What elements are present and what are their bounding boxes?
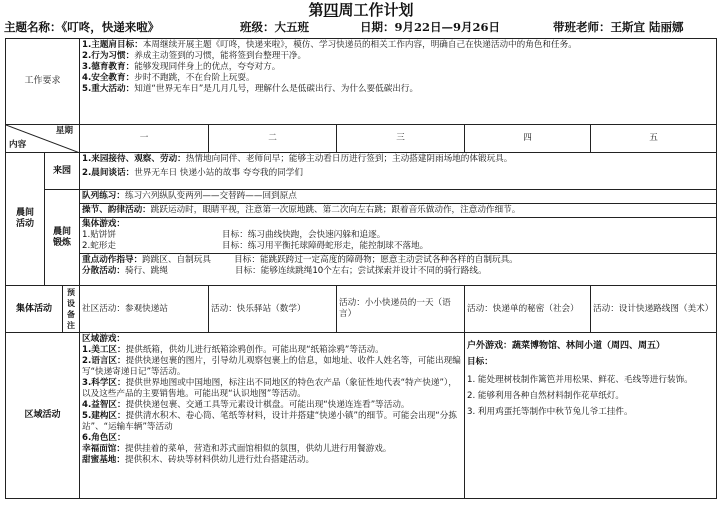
goal-head: 4.安全教育： <box>82 73 135 83</box>
goal-head: 1.主题肩目标： <box>82 40 143 50</box>
exercise-row <box>6 190 717 286</box>
group-activity-thu: 活动：快递单的秘密（社会） <box>465 286 591 333</box>
distributed-line <box>82 266 714 277</box>
area-activity-row <box>6 333 717 499</box>
exercise-text: 跳跃运动时，眼睛平视，注意第一次原地跳、第二次向左右跳；跟着音乐做动作，注意动作细节。 <box>150 205 521 215</box>
arrival-text: 世界无车日 快递小站的故事 夸夸我的同学们 <box>134 168 303 178</box>
area-text: 提供挂着的菜单，营造和苏式面馆相似的氛围，供幼儿进行用餐游戏。 <box>124 444 392 454</box>
goal-item <box>82 62 714 73</box>
focus-goal: 目标：能跳跃跨过一定高度的障碍物；愿意主动尝试各种各样的自制玩具。 <box>234 255 518 265</box>
goal-item <box>82 84 714 95</box>
goals-row <box>6 39 717 125</box>
goal-text: 本周继续开展主题《叮咚，快递来啦》，模仿、学习快递员的相关工作内容，明确自己在快递活动中的角色和任务。 <box>142 40 577 50</box>
arrival-head: 2.晨间谈话： <box>82 168 135 178</box>
goal-item <box>82 51 714 62</box>
group-activity-fri: 活动：设计快递路线图（美术） <box>591 286 717 333</box>
weekday-header: 五 <box>591 125 717 153</box>
area-head: 1.美工区： <box>82 345 126 355</box>
formation-practice <box>80 190 716 204</box>
area-head: 幸福面馆： <box>82 444 125 454</box>
outdoor-goal-item: 1. 能处理树枝制作篱笆并用松果、鲜花、毛线等进行装饰。 <box>467 375 693 385</box>
group-activity-mon: 社区活动：参观快递站 <box>80 286 209 333</box>
area-head: 6.角色区： <box>82 433 126 443</box>
arrival-text: 热情地向同伴、老师问早；能够主动看日历进行签到；主动搭建阴雨场地的体锻玩具。 <box>185 154 513 164</box>
game-name: 2.蛇形走 <box>82 241 116 251</box>
outdoor-goal-label: 目标： <box>467 357 493 367</box>
group-activity-row <box>6 286 717 333</box>
area-line <box>82 433 462 444</box>
outdoor-goal-item: 2. 能够利用各种自然材料制作花草纸灯。 <box>467 391 625 401</box>
goal-head: 2.行为习惯： <box>82 51 135 61</box>
goal-text: 知道“世界无车日”是几月几号，理解什么是低碳出行、为什么要低碳出行。 <box>134 84 419 94</box>
weekday-header: 三 <box>337 125 465 153</box>
morning-exercise-label: 晨间锻炼 <box>45 190 80 286</box>
collective-games-head: 集体游戏： <box>82 219 125 229</box>
area-games-title: 区域游戏： <box>82 334 125 344</box>
area-text: 提供快递包裹的图片，引导幼儿观察包裹上的信息，如地址、收件人姓名等，可能出现编写“快递寄递日记”等活动。 <box>82 356 461 377</box>
area-line <box>82 444 462 455</box>
area-text: 提供清水积木、卷心筒、笔纸等材料，设计并搭建“快递小镇”的细节。可能会出现“分拣站”、“运输车辆”等活动 <box>82 411 457 432</box>
group-activity-wed: 活动：小小快递员的一天（语言） <box>337 286 465 333</box>
formation-head: 队列练习： <box>82 191 125 201</box>
morning-activity-label: 晨间活动 <box>6 153 45 286</box>
arrival-line <box>82 168 714 179</box>
area-games <box>80 333 465 499</box>
rhythm-exercise <box>80 204 716 218</box>
area-line <box>82 400 462 411</box>
theme-name: 主题名称：《叮咚，快递来啦》 <box>4 20 160 34</box>
distributed-goal: 目标：能够连续跳绳10个左右；尝试探索并设计不同的骑行路线。 <box>234 266 487 276</box>
area-text: 提供纸箱，供幼儿进行纸箱涂鸦创作。可能出现“纸箱涂鸦”等活动。 <box>125 345 384 355</box>
arrival-head: 1.来园接待、观察、劳动： <box>82 154 186 164</box>
area-head: 4.益智区： <box>82 400 126 410</box>
arrival-label: 来园 <box>45 153 80 190</box>
focus-line <box>82 255 714 266</box>
goals-label: 工作要求 <box>6 39 80 125</box>
outdoor-goal-item: 3. 利用鸡蛋托等制作中秋节兔儿爷工挂件。 <box>467 407 633 417</box>
area-head: 5.建构区： <box>82 411 126 421</box>
outdoor-games <box>465 333 717 499</box>
game-line <box>82 230 714 241</box>
prep-notes-label: 预设备注 <box>63 286 80 333</box>
area-line <box>82 455 462 466</box>
group-activity-tue: 活动：快乐驿站（数学） <box>209 286 337 333</box>
outdoor-games-title: 户外游戏：蔬菜博物馆、林间小道（周四、周五） <box>467 341 666 351</box>
area-line <box>82 356 462 378</box>
goals-content <box>80 39 717 125</box>
arrival-content <box>80 153 717 190</box>
goal-text: 养成主动签到的习惯，能将签到台整理干净。 <box>134 51 307 61</box>
class-name: 班级：大五班 <box>240 20 309 34</box>
goal-item <box>82 40 714 51</box>
focus-text: 跨跳区、自制玩具 <box>142 255 211 265</box>
game-line <box>82 241 714 252</box>
date-range: 日期：9月22日—9月26日 <box>360 20 501 34</box>
weekday-header-row <box>6 125 717 153</box>
area-activity-label: 区域活动 <box>6 333 80 499</box>
distributed-text: 骑行、跳绳 <box>124 266 168 276</box>
distributed-head: 分散活动： <box>82 266 125 276</box>
exercise-head: 操节、韵律活动： <box>82 205 151 215</box>
weekly-plan-table <box>5 38 717 499</box>
game-goal: 目标：练习曲线快跑，会快速闪躲和追逐。 <box>222 230 386 240</box>
arrival-row <box>6 153 717 190</box>
title-prefix: 第 <box>308 1 324 19</box>
goal-head: 5.重大活动： <box>82 84 135 94</box>
collective-games <box>80 218 716 254</box>
goal-text: 步时不跑跳，不在台阶上玩耍。 <box>134 73 255 83</box>
area-text: 提供快递包裹、交通工具等元素设计棋盘。可能出现“快递连连看”等活动。 <box>125 400 410 410</box>
area-line <box>82 378 462 400</box>
goal-head: 3.德育教育： <box>82 62 135 72</box>
goal-item <box>82 73 714 84</box>
focus-head: 重点动作指导： <box>82 255 143 265</box>
game-goal: 目标：练习用平衡托球障碍蛇形走，能控制球不落地。 <box>222 241 429 251</box>
area-line <box>82 411 462 433</box>
area-line <box>82 345 462 356</box>
weekday-header: 四 <box>465 125 591 153</box>
teachers: 带班老师：王斯宜 陆丽娜 <box>553 20 684 34</box>
weekday-header: 一 <box>80 125 209 153</box>
corner-weekday-label: 星期 <box>55 126 73 136</box>
arrival-line <box>82 154 714 165</box>
exercise-content <box>80 190 717 286</box>
corner-content-label: 内容 <box>9 140 27 150</box>
group-activity-label: 集体活动 <box>6 286 63 333</box>
weekday-header: 二 <box>209 125 337 153</box>
area-head: 2.语言区： <box>82 356 126 366</box>
area-text: 提供积木、砖块等材料供幼儿进行灶台搭建活动。 <box>124 455 315 465</box>
area-text: 提供世界地图或中国地图，标注出不同地区的特色农产品（象征性地代表“特产快递”），以及这些产品的主要销售地。可能出现“认识地图”等活动。 <box>82 378 457 399</box>
area-head: 3.科学区： <box>82 378 126 388</box>
goal-text: 能够发现同伴身上的优点，夸夸对方。 <box>134 62 281 72</box>
key-movement-guidance <box>80 254 716 278</box>
title-suffix: 周工作计划 <box>338 1 414 19</box>
game-name: 1.贴饼饼 <box>82 230 116 240</box>
header-corner <box>6 125 80 153</box>
area-head: 甜蜜基地： <box>82 455 125 465</box>
page-title <box>0 2 722 18</box>
title-week-number: 四 <box>323 1 339 19</box>
formation-text: 练习六列纵队变两列——交替踌——回到原点 <box>124 191 297 201</box>
